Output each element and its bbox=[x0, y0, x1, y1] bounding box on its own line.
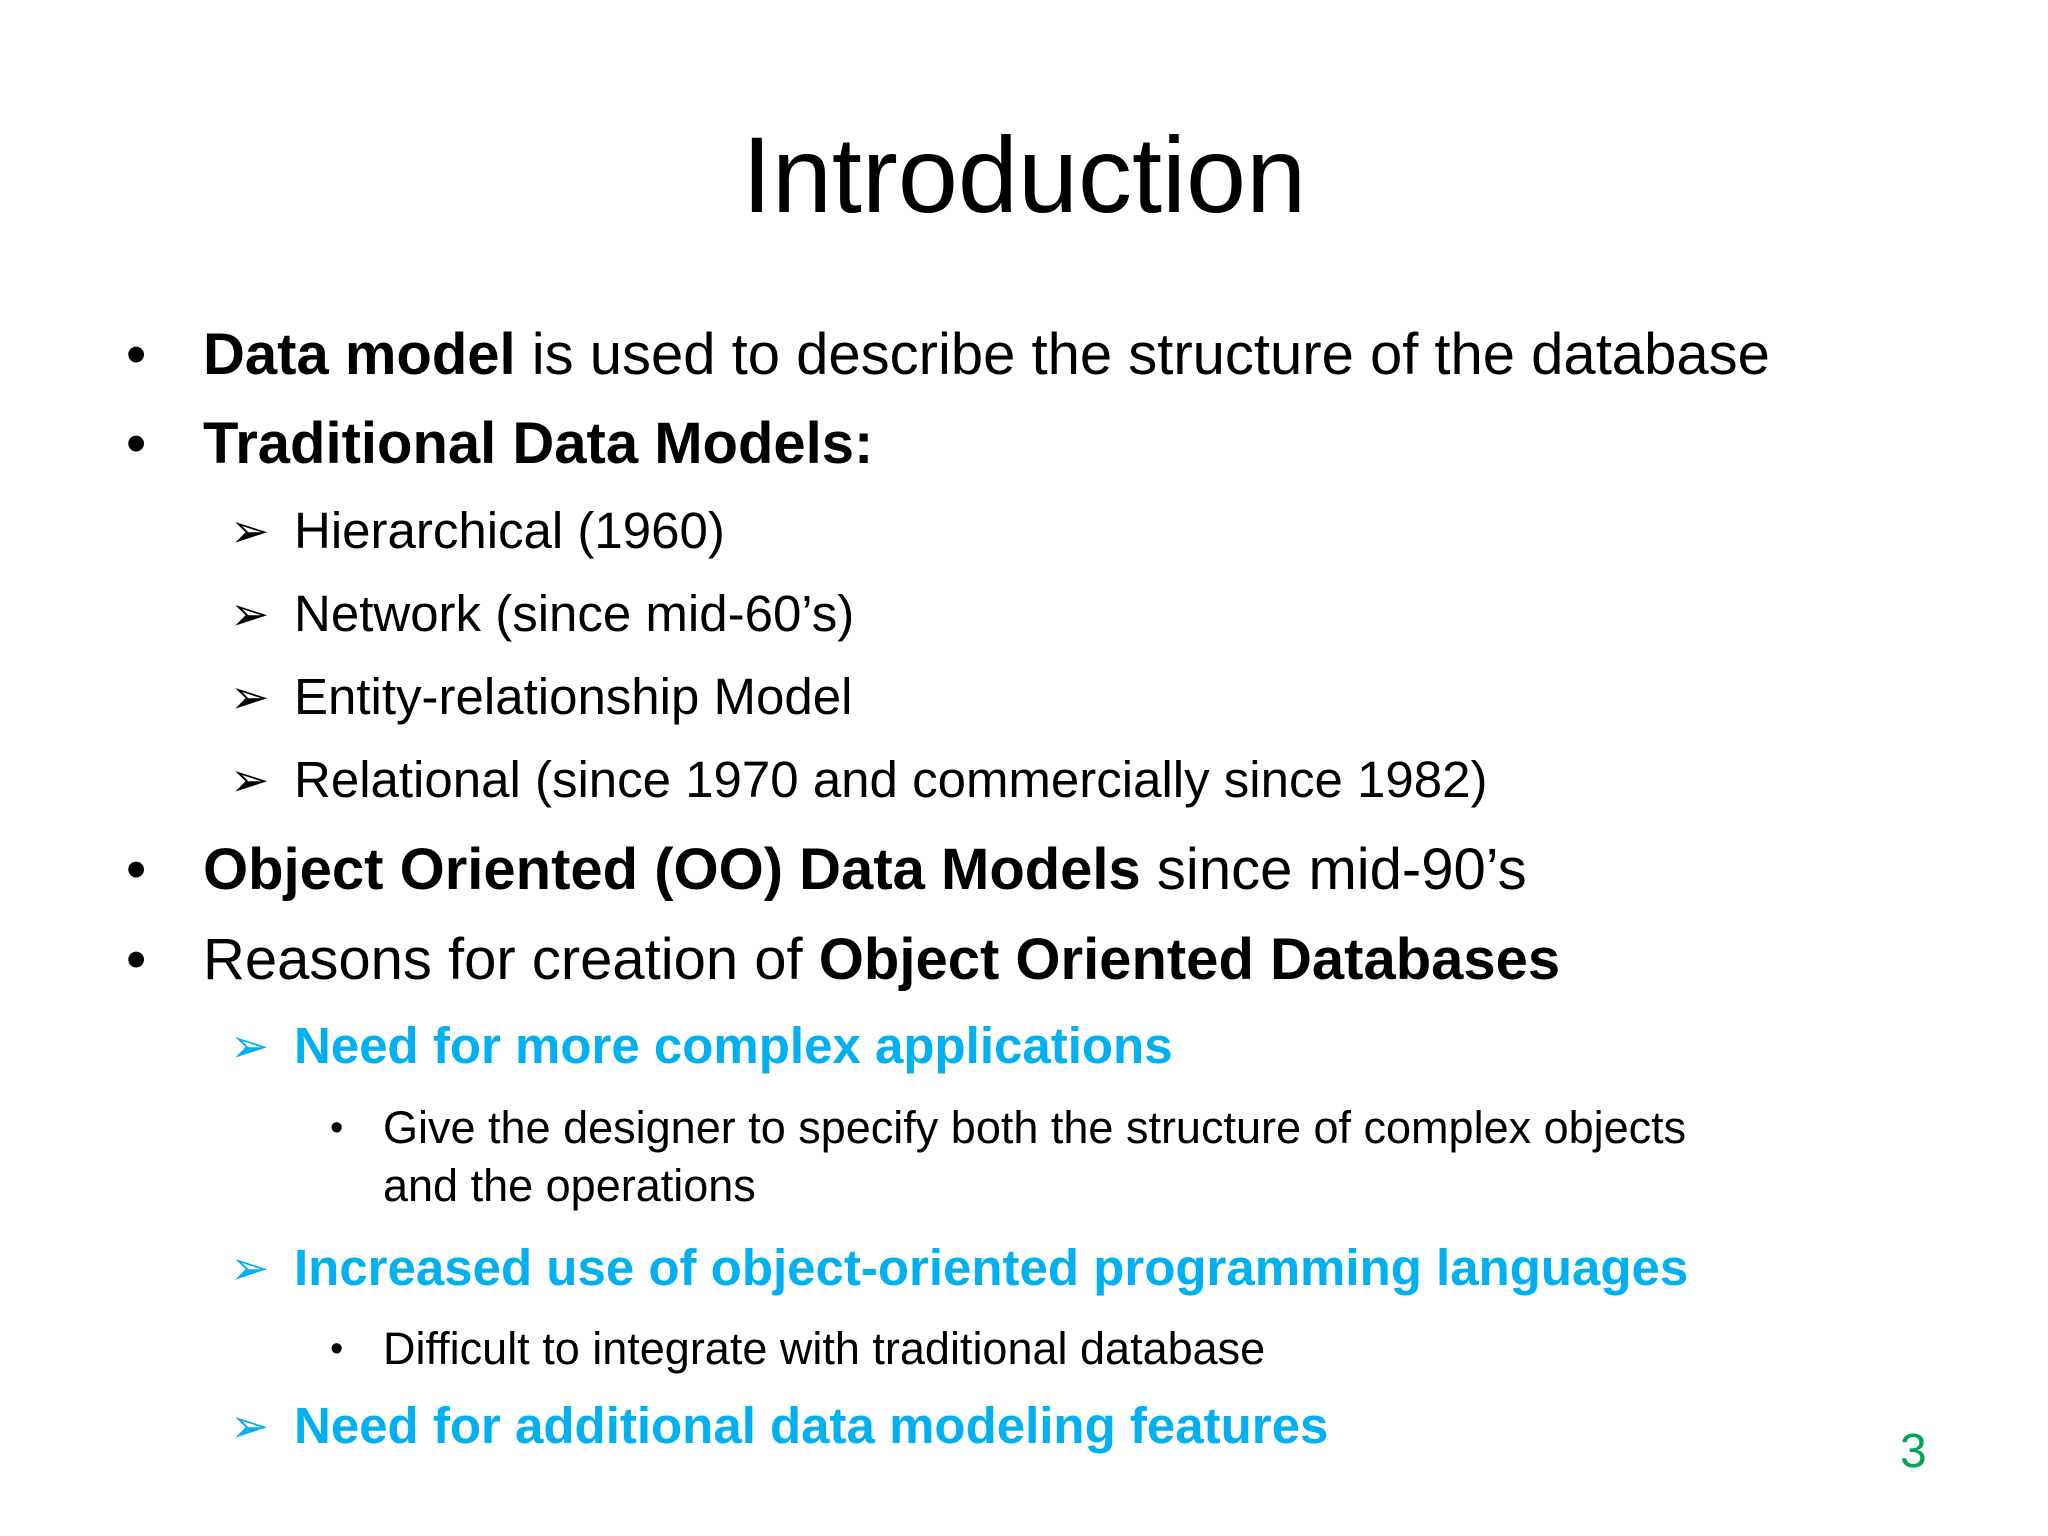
arrow-icon: ➢ bbox=[230, 670, 270, 723]
bullet-bold-text: Traditional Data Models: bbox=[203, 411, 874, 476]
arrow-icon: ➢ bbox=[230, 753, 270, 806]
sub-item-text: Hierarchical (1960) bbox=[294, 502, 725, 559]
bullet-text: is used to describe the structure of the database bbox=[515, 322, 1770, 387]
reason-text: Need for additional data modeling features bbox=[294, 1397, 1329, 1454]
bullet-marker: • bbox=[330, 1328, 344, 1370]
bullet-marker: • bbox=[330, 1107, 344, 1149]
bullet-marker: • bbox=[126, 927, 147, 992]
bullet-text: since mid-90’s bbox=[1140, 837, 1527, 902]
slide-title: Introduction bbox=[741, 114, 1307, 235]
sub-item-text: Relational (since 1970 and commercially since 1982) bbox=[294, 751, 1488, 808]
detail-text: and the operations bbox=[383, 1160, 756, 1211]
bullet-marker: • bbox=[126, 322, 147, 387]
sub-item-text: Network (since mid-60’s) bbox=[294, 585, 855, 642]
bullet-bold-text: Object Oriented Databases bbox=[818, 927, 1561, 992]
reason-text: Need for more complex applications bbox=[294, 1017, 1173, 1074]
bullet-marker: • bbox=[126, 837, 147, 902]
bullet-marker: • bbox=[126, 411, 147, 476]
sub-item-text: Entity-relationship Model bbox=[294, 668, 853, 725]
arrow-icon: ➢ bbox=[230, 1399, 270, 1452]
arrow-icon: ➢ bbox=[230, 587, 270, 640]
bullet-bold-text: Data model bbox=[203, 322, 516, 387]
detail-text: Give the designer to specify both the structure of complex objects bbox=[383, 1102, 1687, 1153]
arrow-icon: ➢ bbox=[230, 504, 270, 557]
arrow-icon: ➢ bbox=[230, 1019, 270, 1072]
arrow-icon: ➢ bbox=[230, 1241, 270, 1294]
bullet-text: Reasons for creation of bbox=[203, 927, 819, 992]
page-number: 3 bbox=[1900, 1425, 1927, 1478]
bullet-bold-text: Object Oriented (OO) Data Models bbox=[203, 837, 1141, 902]
reason-text: Increased use of object-oriented programming languages bbox=[294, 1239, 1689, 1296]
detail-text: Difficult to integrate with traditional database bbox=[383, 1323, 1266, 1374]
